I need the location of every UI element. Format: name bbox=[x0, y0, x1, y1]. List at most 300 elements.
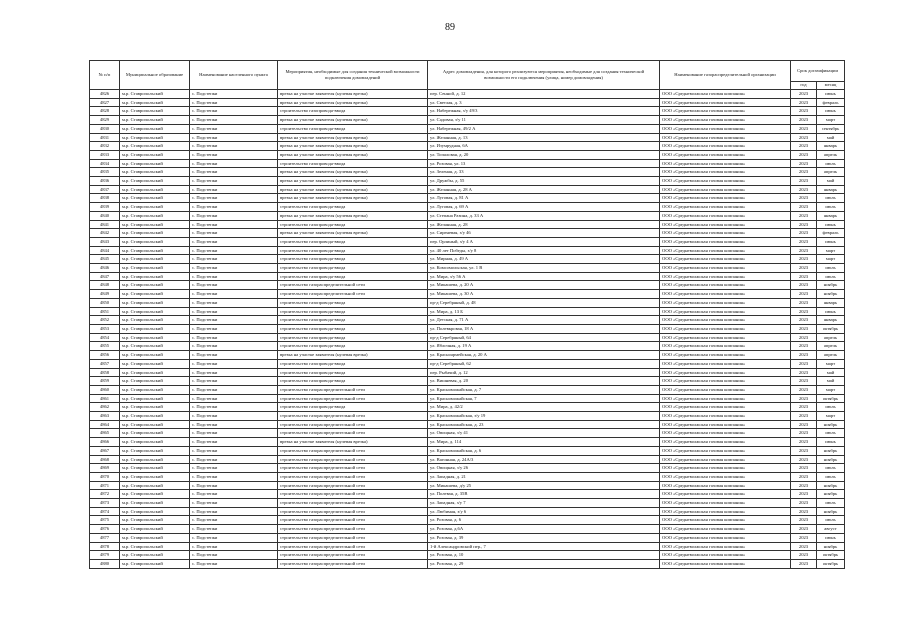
measure-cell: строительство газораспределительной сети bbox=[278, 281, 428, 290]
table-row bbox=[90, 403, 845, 412]
measure-cell: врезка на участке заявителя (нулевая врезка) bbox=[278, 185, 428, 194]
year-cell: 2023 bbox=[791, 133, 817, 142]
settlement-cell: с. Подстепки bbox=[190, 542, 278, 551]
month-cell: февраль bbox=[817, 98, 845, 107]
measure-cell: строительство газораспределительной сети bbox=[278, 412, 428, 421]
address-cell: ул. Красноможайская, 7 bbox=[428, 394, 660, 403]
month-cell: май bbox=[817, 177, 845, 186]
municipality-cell: м.р. Ставропольский bbox=[120, 429, 190, 438]
organization-cell: ООО «Средневолжская газовая компания» bbox=[660, 368, 791, 377]
municipality-cell: м.р. Ставропольский bbox=[120, 359, 190, 368]
row-number: 4852 bbox=[90, 316, 120, 325]
table-row bbox=[90, 264, 845, 273]
organization-cell: ООО «Средневолжская газовая компания» bbox=[660, 316, 791, 325]
address-cell: ул. Розовая, д. 29 bbox=[428, 559, 660, 568]
address-cell: пер. Рыбачий, д. 12 bbox=[428, 368, 660, 377]
row-number: 4864 bbox=[90, 420, 120, 429]
organization-cell: ООО «Средневолжская газовая компания» bbox=[660, 272, 791, 281]
table-row bbox=[90, 359, 845, 368]
measure-cell: строительство газопровода-ввода bbox=[278, 159, 428, 168]
header-term: Срок догазификации bbox=[791, 61, 845, 82]
month-cell: июль bbox=[817, 464, 845, 473]
page-number: 89 bbox=[445, 22, 455, 33]
table-row bbox=[90, 211, 845, 220]
month-cell: июль bbox=[817, 499, 845, 508]
municipality-cell: м.р. Ставропольский bbox=[120, 255, 190, 264]
address-cell: ул. Розовая, д. 10 bbox=[428, 551, 660, 560]
measure-cell: строительство газопровода-ввода bbox=[278, 342, 428, 351]
address-cell: ул. Розовая, ул. 13 bbox=[428, 159, 660, 168]
table-row bbox=[90, 281, 845, 290]
municipality-cell: м.р. Ставропольский bbox=[120, 90, 190, 99]
municipality-cell: м.р. Ставропольский bbox=[120, 237, 190, 246]
address-cell: ул. Мира, д. 42/2 bbox=[428, 403, 660, 412]
settlement-cell: с. Подстепки bbox=[190, 133, 278, 142]
settlement-cell: с. Подстепки bbox=[190, 307, 278, 316]
organization-cell: ООО «Средневолжская газовая компания» bbox=[660, 211, 791, 220]
organization-cell: ООО «Средневолжская газовая компания» bbox=[660, 455, 791, 464]
month-cell: ноябрь bbox=[817, 281, 845, 290]
row-number: 4862 bbox=[90, 403, 120, 412]
table-row bbox=[90, 116, 845, 125]
municipality-cell: м.р. Ставропольский bbox=[120, 124, 190, 133]
address-cell: ул. Зеленая, д. 33 bbox=[428, 168, 660, 177]
settlement-cell: с. Подстепки bbox=[190, 472, 278, 481]
organization-cell: ООО «Средневолжская газовая компания» bbox=[660, 438, 791, 447]
table-row bbox=[90, 124, 845, 133]
row-number: 4854 bbox=[90, 333, 120, 342]
year-cell: 2023 bbox=[791, 472, 817, 481]
measure-cell: строительство газораспределительной сети bbox=[278, 446, 428, 455]
month-cell: март bbox=[817, 359, 845, 368]
year-cell: 2023 bbox=[791, 220, 817, 229]
address-cell: ул. Степана Разина, д. 33 А bbox=[428, 211, 660, 220]
organization-cell: ООО «Средневолжская газовая компания» bbox=[660, 237, 791, 246]
municipality-cell: м.р. Ставропольский bbox=[120, 203, 190, 212]
organization-cell: ООО «Средневолжская газовая компания» bbox=[660, 298, 791, 307]
settlement-cell: с. Подстепки bbox=[190, 455, 278, 464]
month-cell: июнь bbox=[817, 237, 845, 246]
organization-cell: ООО «Средневолжская газовая компания» bbox=[660, 377, 791, 386]
municipality-cell: м.р. Ставропольский bbox=[120, 281, 190, 290]
table-row bbox=[90, 533, 845, 542]
year-cell: 2023 bbox=[791, 194, 817, 203]
year-cell: 2023 bbox=[791, 551, 817, 560]
organization-cell: ООО «Средневолжская газовая компания» bbox=[660, 490, 791, 499]
table-row bbox=[90, 394, 845, 403]
measure-cell: строительство газораспределительной сети bbox=[278, 525, 428, 534]
month-cell: ноябрь bbox=[817, 481, 845, 490]
month-cell: ноябрь bbox=[817, 446, 845, 455]
measure-cell: врезка на участке заявителя (нулевая врезка) bbox=[278, 133, 428, 142]
year-cell: 2023 bbox=[791, 481, 817, 490]
organization-cell: ООО «Средневолжская газовая компания» bbox=[660, 307, 791, 316]
row-number: 4847 bbox=[90, 272, 120, 281]
address-cell: ул. Красноможайская, д. 23 bbox=[428, 420, 660, 429]
measure-cell: строительство газораспределительной сети bbox=[278, 394, 428, 403]
settlement-cell: с. Подстепки bbox=[190, 90, 278, 99]
municipality-cell: м.р. Ставропольский bbox=[120, 116, 190, 125]
organization-cell: ООО «Средневолжская газовая компания» bbox=[660, 290, 791, 299]
measure-cell: строительство газораспределительной сети bbox=[278, 464, 428, 473]
municipality-cell: м.р. Ставропольский bbox=[120, 342, 190, 351]
settlement-cell: с. Подстепки bbox=[190, 298, 278, 307]
table-row bbox=[90, 525, 845, 534]
municipality-cell: м.р. Ставропольский bbox=[120, 142, 190, 151]
municipality-cell: м.р. Ставропольский bbox=[120, 168, 190, 177]
table-row bbox=[90, 203, 845, 212]
address-cell: ул. Детская, д. 71 А bbox=[428, 316, 660, 325]
table-row bbox=[90, 255, 845, 264]
organization-cell: ООО «Средневолжская газовая компания» bbox=[660, 194, 791, 203]
settlement-cell: с. Подстепки bbox=[190, 438, 278, 447]
row-number: 4861 bbox=[90, 394, 120, 403]
row-number: 4840 bbox=[90, 211, 120, 220]
address-cell: ул. 40 лет Победы, з/у 8 bbox=[428, 246, 660, 255]
settlement-cell: с. Подстепки bbox=[190, 237, 278, 246]
year-cell: 2023 bbox=[791, 211, 817, 220]
month-cell: январь bbox=[817, 298, 845, 307]
year-cell: 2023 bbox=[791, 490, 817, 499]
address-cell: ул. Овощная, з/у 26 bbox=[428, 464, 660, 473]
municipality-cell: м.р. Ставропольский bbox=[120, 420, 190, 429]
address-cell: пер. Сенной, д. 12 bbox=[428, 90, 660, 99]
measure-cell: строительство газопровода-ввода bbox=[278, 377, 428, 386]
table-row bbox=[90, 351, 845, 360]
address-cell: ул. Вишневая, д. 20 bbox=[428, 377, 660, 386]
row-number: 4832 bbox=[90, 142, 120, 151]
settlement-cell: с. Подстепки bbox=[190, 385, 278, 394]
row-number: 4827 bbox=[90, 98, 120, 107]
municipality-cell: м.р. Ставропольский bbox=[120, 194, 190, 203]
row-number: 4835 bbox=[90, 168, 120, 177]
year-cell: 2023 bbox=[791, 264, 817, 273]
year-cell: 2023 bbox=[791, 542, 817, 551]
settlement-cell: с. Подстепки bbox=[190, 333, 278, 342]
year-cell: 2023 bbox=[791, 429, 817, 438]
organization-cell: ООО «Средневолжская газовая компания» bbox=[660, 255, 791, 264]
year-cell: 2023 bbox=[791, 359, 817, 368]
year-cell: 2023 bbox=[791, 229, 817, 238]
settlement-cell: с. Подстепки bbox=[190, 264, 278, 273]
settlement-cell: с. Подстепки bbox=[190, 159, 278, 168]
year-cell: 2023 bbox=[791, 464, 817, 473]
municipality-cell: м.р. Ставропольский bbox=[120, 481, 190, 490]
address-cell: ул. Светлая, д. 3 bbox=[428, 98, 660, 107]
settlement-cell: с. Подстепки bbox=[190, 98, 278, 107]
address-cell: ул. Комсомольская, ул. 1 В bbox=[428, 264, 660, 273]
year-cell: 2023 bbox=[791, 412, 817, 421]
table-row bbox=[90, 446, 845, 455]
organization-cell: ООО «Средневолжская газовая компания» bbox=[660, 351, 791, 360]
measure-cell: врезка на участке заявителя (нулевая врезка) bbox=[278, 194, 428, 203]
address-cell: пер. Орлиный, з/у 4 А bbox=[428, 237, 660, 246]
row-number: 4842 bbox=[90, 229, 120, 238]
month-cell: март bbox=[817, 385, 845, 394]
month-cell: март bbox=[817, 246, 845, 255]
settlement-cell: с. Подстепки bbox=[190, 525, 278, 534]
month-cell: октябрь bbox=[817, 559, 845, 568]
settlement-cell: с. Подстепки bbox=[190, 377, 278, 386]
municipality-cell: м.р. Ставропольский bbox=[120, 499, 190, 508]
organization-cell: ООО «Средневолжская газовая компания» bbox=[660, 98, 791, 107]
table-row bbox=[90, 168, 845, 177]
organization-cell: ООО «Средневолжская газовая компания» bbox=[660, 342, 791, 351]
municipality-cell: м.р. Ставропольский bbox=[120, 368, 190, 377]
table-row bbox=[90, 368, 845, 377]
table-row bbox=[90, 412, 845, 421]
organization-cell: ООО «Средневолжская газовая компания» bbox=[660, 324, 791, 333]
table-header bbox=[90, 61, 845, 90]
municipality-cell: м.р. Ставропольский bbox=[120, 290, 190, 299]
municipality-cell: м.р. Ставропольский bbox=[120, 438, 190, 447]
settlement-cell: с. Подстепки bbox=[190, 229, 278, 238]
year-cell: 2023 bbox=[791, 438, 817, 447]
year-cell: 2023 bbox=[791, 351, 817, 360]
municipality-cell: м.р. Ставропольский bbox=[120, 533, 190, 542]
address-cell: ул. Желанная, д. 28 bbox=[428, 220, 660, 229]
table-row bbox=[90, 133, 845, 142]
municipality-cell: м.р. Ставропольский bbox=[120, 133, 190, 142]
organization-cell: ООО «Средневолжская газовая компания» bbox=[660, 185, 791, 194]
row-number: 4833 bbox=[90, 150, 120, 159]
address-cell: ул. Набережная, 49/2 А bbox=[428, 124, 660, 133]
table-row bbox=[90, 307, 845, 316]
table-row bbox=[90, 316, 845, 325]
month-cell: май bbox=[817, 368, 845, 377]
measure-cell: строительство газопровода-ввода bbox=[278, 403, 428, 412]
settlement-cell: с. Подстепки bbox=[190, 211, 278, 220]
year-cell: 2023 bbox=[791, 124, 817, 133]
table-row bbox=[90, 142, 845, 151]
measure-cell: строительство газораспределительной сети bbox=[278, 290, 428, 299]
year-cell: 2023 bbox=[791, 533, 817, 542]
organization-cell: ООО «Средневолжская газовая компания» bbox=[660, 516, 791, 525]
municipality-cell: м.р. Ставропольский bbox=[120, 542, 190, 551]
month-cell: июль bbox=[817, 159, 845, 168]
organization-cell: ООО «Средневолжская газовая компания» bbox=[660, 264, 791, 273]
table-row bbox=[90, 107, 845, 116]
municipality-cell: м.р. Ставропольский bbox=[120, 220, 190, 229]
measure-cell: строительство газопровода-ввода bbox=[278, 203, 428, 212]
table-row bbox=[90, 429, 845, 438]
municipality-cell: м.р. Ставропольский bbox=[120, 185, 190, 194]
organization-cell: ООО «Средневолжская газовая компания» bbox=[660, 90, 791, 99]
year-cell: 2023 bbox=[791, 98, 817, 107]
organization-cell: ООО «Средневолжская газовая компания» bbox=[660, 107, 791, 116]
header-num: № п/п bbox=[90, 61, 120, 90]
address-cell: ул. Мира, д. 13 Б bbox=[428, 307, 660, 316]
measure-cell: строительство газораспределительной сети bbox=[278, 559, 428, 568]
organization-cell: ООО «Средневолжская газовая компания» bbox=[660, 177, 791, 186]
organization-cell: ООО «Средневолжская газовая компания» bbox=[660, 403, 791, 412]
year-cell: 2023 bbox=[791, 446, 817, 455]
settlement-cell: с. Подстепки bbox=[190, 220, 278, 229]
municipality-cell: м.р. Ставропольский bbox=[120, 272, 190, 281]
municipality-cell: м.р. Ставропольский bbox=[120, 316, 190, 325]
row-number: 4856 bbox=[90, 351, 120, 360]
measure-cell: врезка на участке заявителя (нулевая врезка) bbox=[278, 351, 428, 360]
year-cell: 2023 bbox=[791, 107, 817, 116]
measure-cell: строительство газораспределительной сети bbox=[278, 481, 428, 490]
header-municipality: Муниципальное образование bbox=[120, 61, 190, 90]
address-cell: ул. Топаловая, д. 20 bbox=[428, 150, 660, 159]
measure-cell: врезка на участке заявителя (нулевая врезка) bbox=[278, 150, 428, 159]
row-number: 4839 bbox=[90, 203, 120, 212]
municipality-cell: м.р. Ставропольский bbox=[120, 377, 190, 386]
address-cell: ул. Мира, з/у 56 А bbox=[428, 272, 660, 281]
settlement-cell: с. Подстепки bbox=[190, 194, 278, 203]
address-cell: ул. Западная, д. 21 bbox=[428, 472, 660, 481]
table-body bbox=[90, 90, 845, 569]
settlement-cell: с. Подстепки bbox=[190, 255, 278, 264]
address-cell: ул. Микашева, д. 30 А bbox=[428, 290, 660, 299]
organization-cell: ООО «Средневолжская газовая компания» bbox=[660, 168, 791, 177]
settlement-cell: с. Подстепки bbox=[190, 150, 278, 159]
row-number: 4859 bbox=[90, 377, 120, 386]
year-cell: 2023 bbox=[791, 281, 817, 290]
address-cell: ул. Желанная, д. 28 А bbox=[428, 185, 660, 194]
row-number: 4834 bbox=[90, 159, 120, 168]
measure-cell: врезка на участке заявителя (нулевая врезка) bbox=[278, 116, 428, 125]
settlement-cell: с. Подстепки bbox=[190, 533, 278, 542]
year-cell: 2023 bbox=[791, 298, 817, 307]
settlement-cell: с. Подстепки bbox=[190, 272, 278, 281]
measure-cell: строительство газораспределительной сети bbox=[278, 429, 428, 438]
municipality-cell: м.р. Ставропольский bbox=[120, 307, 190, 316]
row-number: 4849 bbox=[90, 290, 120, 299]
municipality-cell: м.р. Ставропольский bbox=[120, 333, 190, 342]
organization-cell: ООО «Средневолжская газовая компания» bbox=[660, 133, 791, 142]
month-cell: апрель bbox=[817, 351, 845, 360]
row-number: 4868 bbox=[90, 455, 120, 464]
gasification-table-container bbox=[89, 60, 844, 569]
year-cell: 2023 bbox=[791, 237, 817, 246]
gasification-table bbox=[89, 60, 845, 569]
row-number: 4853 bbox=[90, 324, 120, 333]
table-row bbox=[90, 177, 845, 186]
organization-cell: ООО «Средневолжская газовая компания» bbox=[660, 159, 791, 168]
settlement-cell: с. Подстепки bbox=[190, 551, 278, 560]
month-cell: июль bbox=[817, 203, 845, 212]
measure-cell: строительство газопровода-ввода bbox=[278, 368, 428, 377]
municipality-cell: м.р. Ставропольский bbox=[120, 177, 190, 186]
month-cell: август bbox=[817, 525, 845, 534]
row-number: 4872 bbox=[90, 490, 120, 499]
row-number: 4877 bbox=[90, 533, 120, 542]
address-cell: ул. Дружбы, д. 55 bbox=[428, 177, 660, 186]
address-cell: ул. Красноармейская, д. 20 А bbox=[428, 351, 660, 360]
month-cell: октябрь bbox=[817, 551, 845, 560]
year-cell: 2023 bbox=[791, 516, 817, 525]
address-cell: ул. Микашева, д. 20 А bbox=[428, 281, 660, 290]
row-number: 4874 bbox=[90, 507, 120, 516]
year-cell: 2023 bbox=[791, 116, 817, 125]
row-number: 4851 bbox=[90, 307, 120, 316]
table-row bbox=[90, 272, 845, 281]
organization-cell: ООО «Средневолжская газовая компания» bbox=[660, 124, 791, 133]
month-cell: июль bbox=[817, 403, 845, 412]
measure-cell: строительство газопровода-ввода bbox=[278, 307, 428, 316]
municipality-cell: м.р. Ставропольский bbox=[120, 394, 190, 403]
organization-cell: ООО «Средневолжская газовая компания» bbox=[660, 525, 791, 534]
month-cell: ноябрь bbox=[817, 507, 845, 516]
year-cell: 2023 bbox=[791, 368, 817, 377]
month-cell: ноябрь bbox=[817, 420, 845, 429]
month-cell: ноябрь bbox=[817, 490, 845, 499]
table-row bbox=[90, 90, 845, 99]
month-cell: ноябрь bbox=[817, 542, 845, 551]
month-cell: апрель bbox=[817, 150, 845, 159]
table-row bbox=[90, 559, 845, 568]
measure-cell: строительство газопровода-ввода bbox=[278, 220, 428, 229]
address-cell: ул. Сиреневая, з/у 46 bbox=[428, 229, 660, 238]
row-number: 4837 bbox=[90, 185, 120, 194]
table-row bbox=[90, 185, 845, 194]
month-cell: июнь bbox=[817, 307, 845, 316]
settlement-cell: с. Подстепки bbox=[190, 324, 278, 333]
address-cell: ул. Полевкровая, 18 А bbox=[428, 324, 660, 333]
year-cell: 2023 bbox=[791, 246, 817, 255]
municipality-cell: м.р. Ставропольский bbox=[120, 559, 190, 568]
measure-cell: строительство газораспределительной сети bbox=[278, 472, 428, 481]
row-number: 4858 bbox=[90, 368, 120, 377]
year-cell: 2023 bbox=[791, 559, 817, 568]
settlement-cell: с. Подстепки bbox=[190, 403, 278, 412]
address-cell: ул. Микашева, д/у 25 bbox=[428, 481, 660, 490]
table-row bbox=[90, 342, 845, 351]
month-cell: июнь bbox=[817, 90, 845, 99]
measure-cell: строительство газопровода-ввода bbox=[278, 333, 428, 342]
address-cell: пр-д Серебряный, 62 bbox=[428, 359, 660, 368]
header-measure: Мероприятия, необходимые для создания технической возможности подключения домовладений bbox=[278, 61, 428, 90]
municipality-cell: м.р. Ставропольский bbox=[120, 412, 190, 421]
measure-cell: строительство газораспределительной сети bbox=[278, 385, 428, 394]
table-row bbox=[90, 464, 845, 473]
row-number: 4876 bbox=[90, 525, 120, 534]
row-number: 4838 bbox=[90, 194, 120, 203]
measure-cell: врезка на участке заявителя (нулевая врезка) bbox=[278, 168, 428, 177]
municipality-cell: м.р. Ставропольский bbox=[120, 446, 190, 455]
address-cell: ул. Яблочная, д. 19 А bbox=[428, 342, 660, 351]
measure-cell: строительство газопровода-ввода bbox=[278, 272, 428, 281]
row-number: 4831 bbox=[90, 133, 120, 142]
municipality-cell: м.р. Ставропольский bbox=[120, 98, 190, 107]
municipality-cell: м.р. Ставропольский bbox=[120, 403, 190, 412]
measure-cell: строительство газораспределительной сети bbox=[278, 516, 428, 525]
table-row bbox=[90, 159, 845, 168]
year-cell: 2023 bbox=[791, 142, 817, 151]
table-row bbox=[90, 229, 845, 238]
month-cell: июль bbox=[817, 272, 845, 281]
address-cell: ул. Красноможайская, д. 6 bbox=[428, 446, 660, 455]
measure-cell: строительство газораспределительной сети bbox=[278, 551, 428, 560]
measure-cell: строительство газопровода-ввода bbox=[278, 324, 428, 333]
row-number: 4860 bbox=[90, 385, 120, 394]
month-cell: март bbox=[817, 116, 845, 125]
measure-cell: врезка на участке заявителя (нулевая врезка) bbox=[278, 211, 428, 220]
measure-cell: строительство газопровода-ввода bbox=[278, 298, 428, 307]
address-cell: ул. Луговая, д. 81 А bbox=[428, 194, 660, 203]
address-cell: ул. Садовая, з/у 11 bbox=[428, 116, 660, 125]
address-cell: ул. Желанная, д. 13 bbox=[428, 133, 660, 142]
table-row bbox=[90, 377, 845, 386]
year-cell: 2023 bbox=[791, 377, 817, 386]
organization-cell: ООО «Средневолжская газовая компания» bbox=[660, 281, 791, 290]
year-cell: 2023 bbox=[791, 342, 817, 351]
settlement-cell: с. Подстепки bbox=[190, 420, 278, 429]
municipality-cell: м.р. Ставропольский bbox=[120, 298, 190, 307]
